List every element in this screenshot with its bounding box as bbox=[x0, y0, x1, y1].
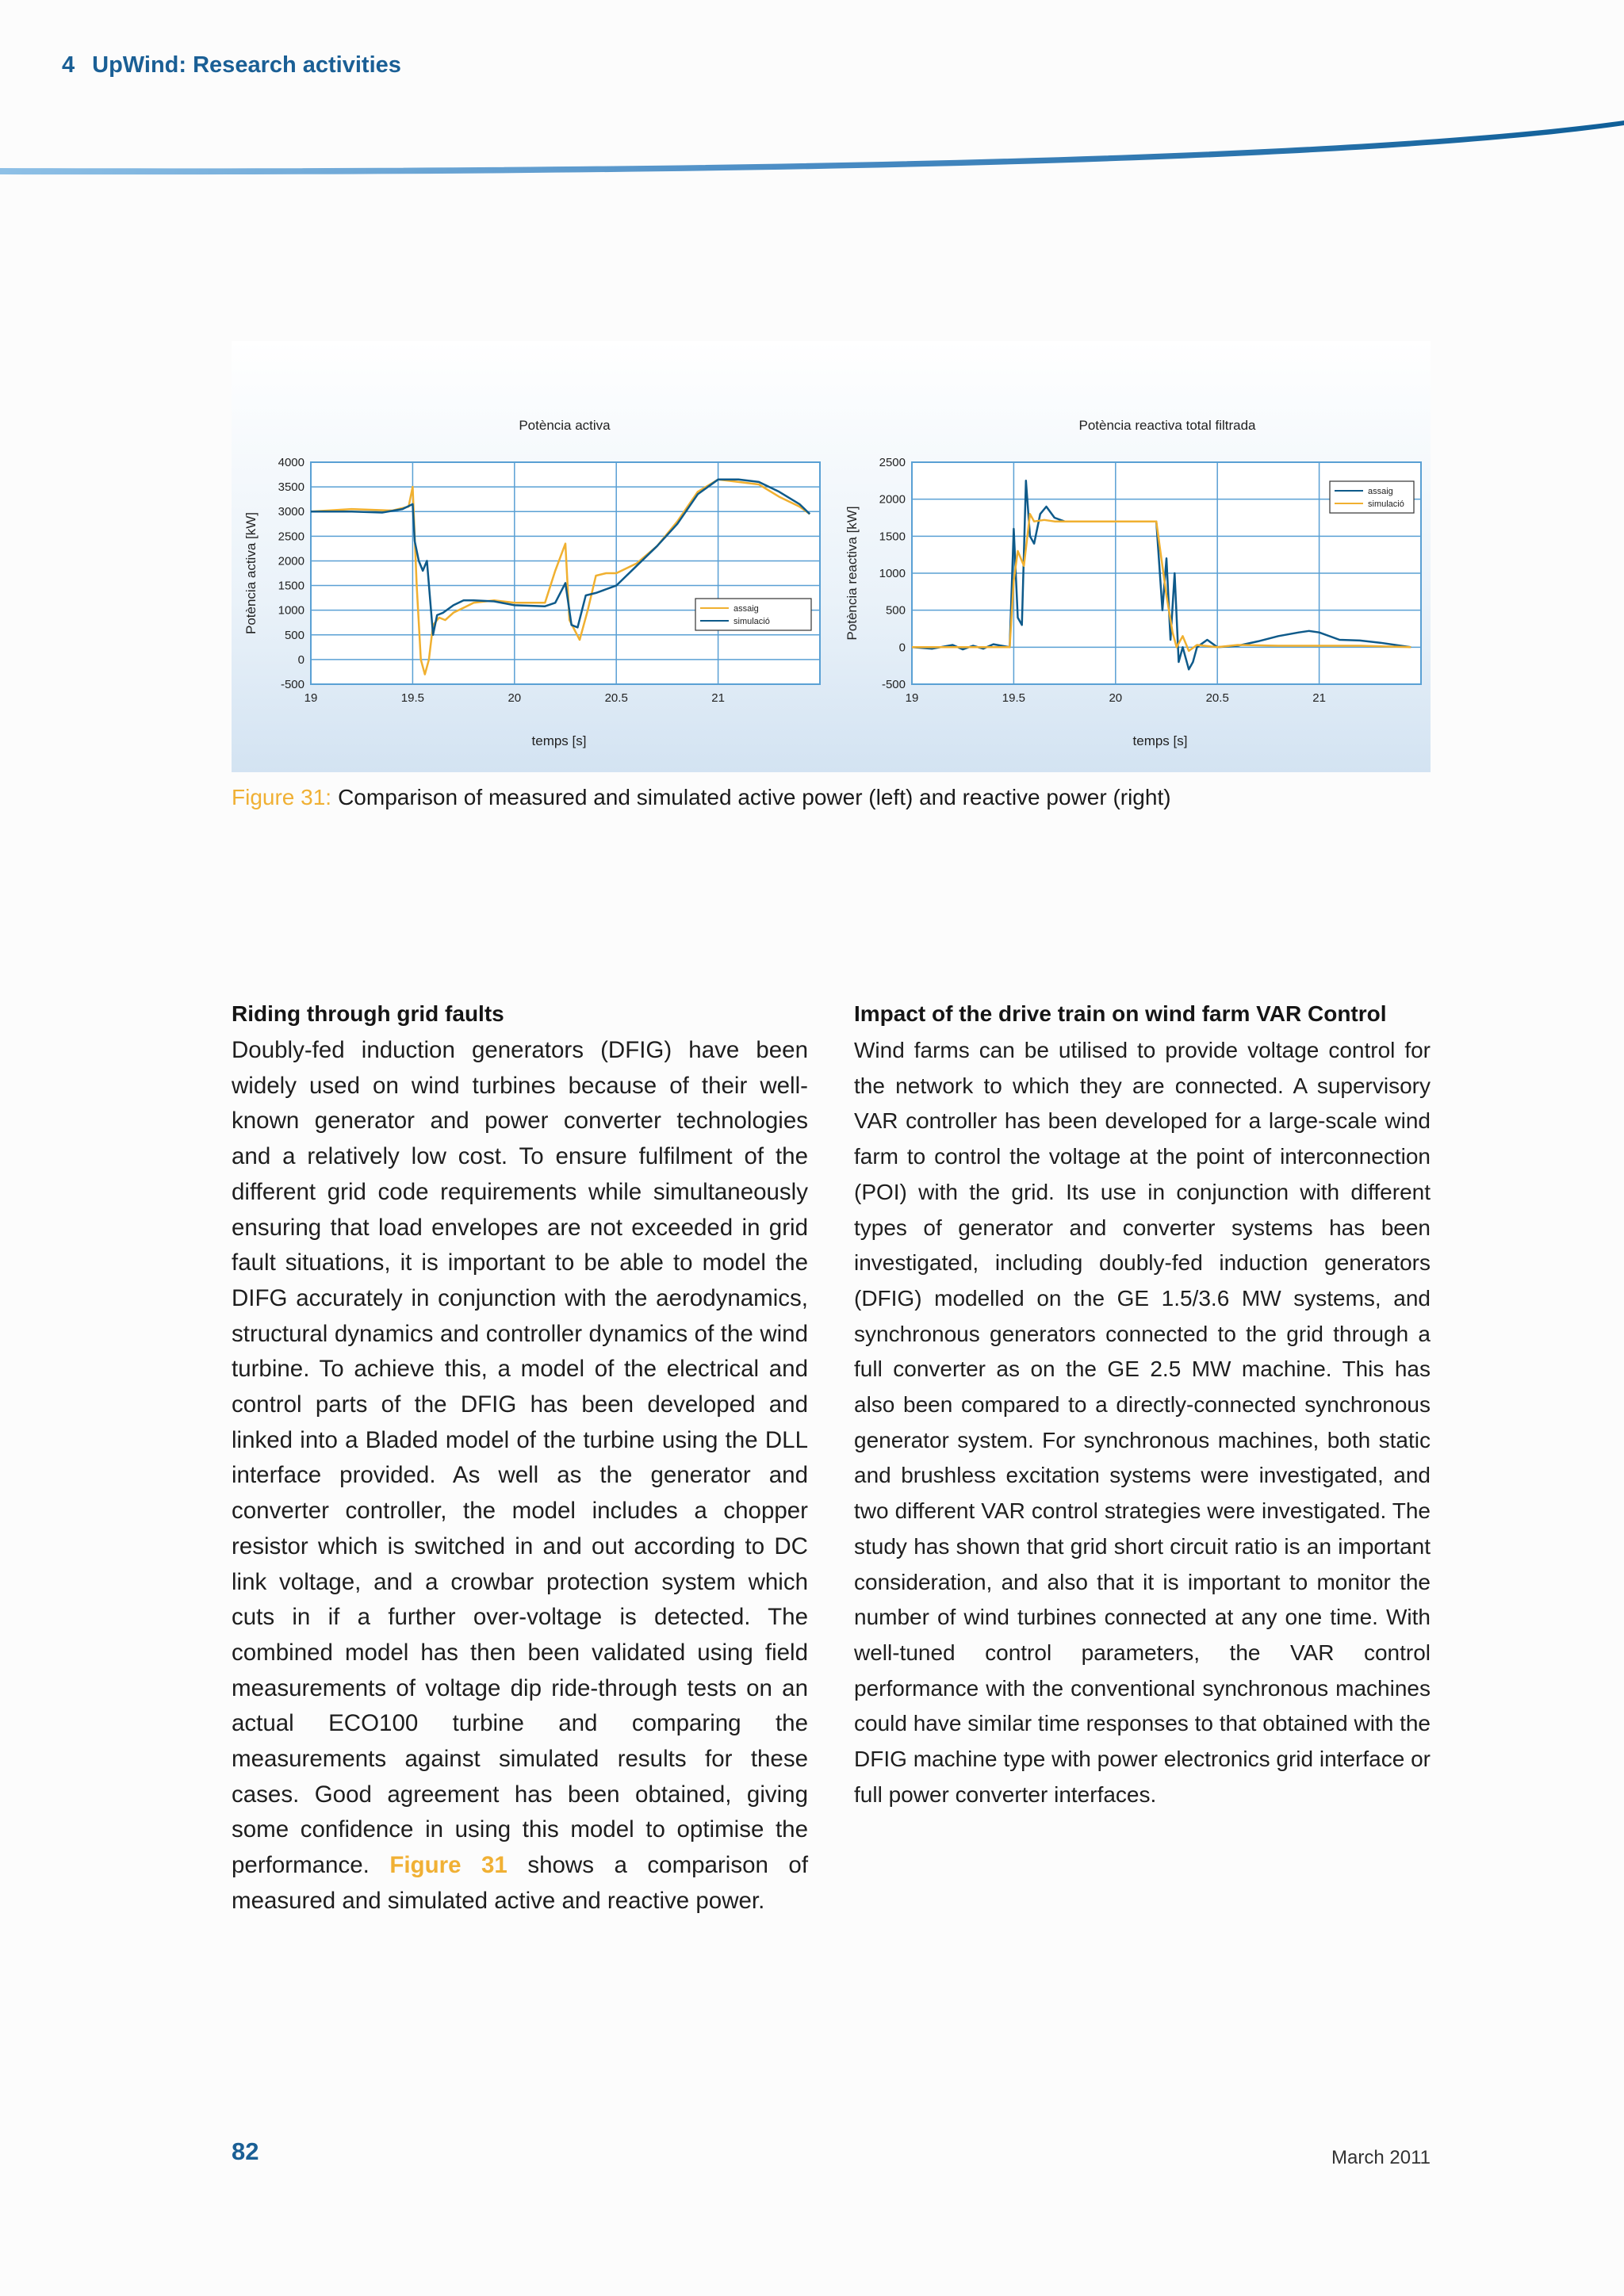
chart2-legend-label-simulacio: simulació bbox=[1368, 499, 1404, 509]
chart1-legend-label-simulacio: simulació bbox=[733, 617, 770, 626]
chart2-x-tick-label: 21 bbox=[1312, 691, 1326, 705]
chart1-x-tick-label: 20.5 bbox=[604, 691, 628, 705]
chart1-y-axis-label: Potència activa [kW] bbox=[243, 511, 259, 635]
chart2-y-tick-label: 1500 bbox=[879, 530, 906, 544]
chart1-title: Potència activa bbox=[519, 418, 611, 433]
figure-charts bbox=[232, 341, 1431, 772]
chart2-x-axis-label: temps [s] bbox=[1132, 733, 1188, 748]
chart1-plot-area bbox=[311, 462, 820, 684]
figure-31 bbox=[232, 341, 1431, 772]
left-column-text: Doubly-fed induction generators (DFIG) have been widely used on wind turbines because of their well-known generator and power converter technologies and a relatively low cost. To ensure fulfilment of the different grid code requirements while simultaneously ensuring that load envelopes are not exceeded in grid fault situations, it is important to be able to model the DIFG accurately in conjunction with the aerodynamics, structural dynamics and controller dynamics of the wind turbine. To achieve this, a model of the electrical and control parts of the DFIG has been developed and linked into a Bladed model of the turbine using the DLL interface provided. As well as the generator and converter controller, the model includes a chopper resistor which is switched in and out according to DC link voltage, and a crowbar protection system which cuts in if a further over-voltage is detected. The combined model has then been validated using field measurements of voltage dip ride-through tests on an actual ECO100 turbine and comparing the measurements against simulated results for these cases. Good agreement has been obtained, giving some confidence in using this model to optimise the performance. bbox=[232, 1037, 808, 1879]
figure-caption bbox=[232, 785, 1469, 810]
chart2-y-tick-label: 0 bbox=[898, 641, 906, 655]
chart2-title: Potència reactiva total filtrada bbox=[1078, 418, 1256, 433]
left-column-body bbox=[232, 1033, 808, 1919]
header-decorative-curve bbox=[0, 103, 1624, 190]
chapter-title: UpWind: Research activities bbox=[92, 52, 401, 78]
left-column bbox=[232, 997, 808, 1919]
chart1-x-tick-label: 19.5 bbox=[400, 691, 425, 705]
publication-date: March 2011 bbox=[1331, 2147, 1431, 2168]
chart1-y-tick-label: 3500 bbox=[278, 480, 304, 495]
figure-caption-text: Comparison of measured and simulated active power (left) and reactive power (right) bbox=[338, 785, 1171, 809]
page-number: 82 bbox=[232, 2137, 259, 2165]
chart2-legend-label-assaig: assaig bbox=[1368, 487, 1393, 496]
chart1-y-tick-label: 2500 bbox=[278, 530, 304, 544]
left-column-heading: Riding through grid faults bbox=[232, 1001, 504, 1026]
chart2-y-tick-label: -500 bbox=[881, 678, 906, 691]
left-column-text-end: shows a comparison of measured and simulated active and reactive power. bbox=[232, 1852, 809, 1914]
chart2-y-axis-label: Potència reactiva [kW] bbox=[845, 506, 860, 641]
figure-caption-label: Figure 31: bbox=[232, 785, 332, 809]
chart2-x-tick-label: 20 bbox=[1109, 691, 1123, 705]
chart2-y-tick-label: 1000 bbox=[879, 567, 906, 580]
chart1-y-tick-label: 1500 bbox=[278, 579, 304, 593]
chart1-x-tick-label: 19 bbox=[304, 691, 318, 705]
chart1-y-tick-label: -500 bbox=[280, 678, 304, 691]
right-column-body: Wind farms can be utilised to provide voltage control for the network to which they are connected. A supervisory VAR controller has been developed for a large-scale wind farm to control the voltage at the point of interconnection (POI) with the grid. Its use in conjunction with different types of generator and converter systems has been investigated, including doubly-fed induction generators (DFIG) modelled on the GE 1.5/3.6 MW systems, and synchronous generators connected to the grid through a full converter as on the GE 2.5 MW machine. This has also been compared to a directly-connected synchronous generator system. For synchronous machines, both static and brushless excitation systems were investigated, and two different VAR control strategies were investigated. The study has shown that grid short circuit ratio is an important consideration, and also that it is important to monitor the number of wind turbines connected at any one time. With well-tuned control parameters, the VAR control performance with the conventional synchronous machines could have similar time responses to that obtained with the DFIG machine type with power electronics grid interface or full power converter interfaces. bbox=[854, 1038, 1431, 1807]
chart2-y-tick-label: 500 bbox=[885, 603, 906, 618]
right-column bbox=[854, 997, 1431, 1812]
chart2-x-tick-label: 19.5 bbox=[1002, 691, 1026, 705]
chart1-y-tick-label: 0 bbox=[297, 652, 304, 667]
chapter-number: 4 bbox=[62, 52, 75, 78]
chapter-header bbox=[62, 52, 401, 78]
chart1-x-tick-label: 20 bbox=[508, 691, 522, 705]
chart2-y-tick-label: 2500 bbox=[879, 456, 906, 469]
chart1-y-tick-label: 2000 bbox=[278, 554, 304, 568]
chart1-y-tick-label: 4000 bbox=[278, 456, 304, 469]
chart1-x-tick-label: 21 bbox=[711, 691, 725, 705]
chart1-y-tick-label: 3000 bbox=[278, 505, 304, 519]
figure-31-link[interactable]: Figure 31 bbox=[389, 1852, 508, 1879]
chart1-legend-label-assaig: assaig bbox=[733, 604, 759, 614]
chart1-y-tick-label: 1000 bbox=[278, 603, 304, 618]
chart2-x-tick-label: 20.5 bbox=[1205, 691, 1229, 705]
chart2-y-tick-label: 2000 bbox=[879, 492, 906, 507]
chart2-x-tick-label: 19 bbox=[905, 691, 919, 705]
chart1-y-tick-label: 500 bbox=[284, 628, 304, 642]
chart1-x-axis-label: temps [s] bbox=[531, 733, 587, 748]
right-column-heading: Impact of the drive train on wind farm VAR Control bbox=[854, 1001, 1387, 1026]
